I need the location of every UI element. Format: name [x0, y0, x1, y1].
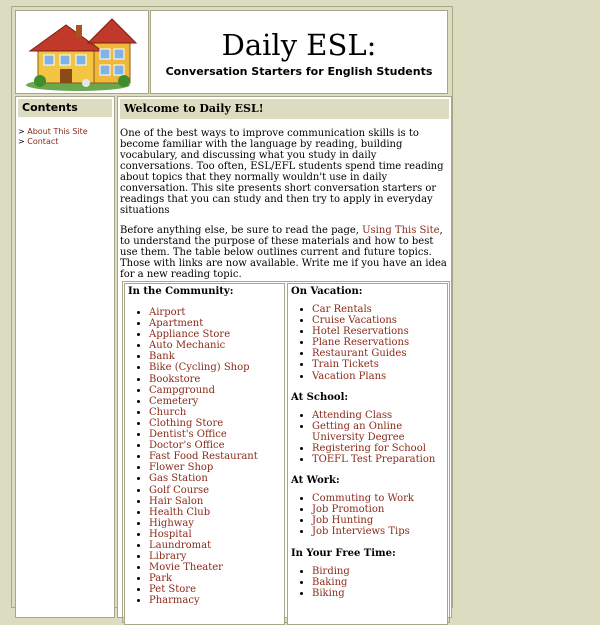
topics-table	[122, 281, 450, 623]
list-item	[149, 385, 284, 396]
sidebar-heading: Contents	[18, 99, 112, 117]
school-topic-list	[288, 410, 447, 465]
list-item	[149, 329, 284, 340]
topic-link[interactable]: Commuting to Work	[312, 493, 414, 505]
list-item	[312, 504, 447, 515]
list-item	[312, 421, 447, 443]
section-title-vacation: On Vacation:	[291, 286, 363, 297]
topic-link[interactable]: Auto Mechanic	[149, 340, 226, 352]
instructions-paragraph	[120, 225, 449, 280]
topics-column-left	[124, 283, 285, 625]
list-item	[312, 304, 447, 315]
topic-link[interactable]: Church	[149, 406, 187, 418]
topic-link[interactable]: TOEFL Test Preparation	[312, 454, 436, 466]
list-item	[149, 529, 284, 540]
list-item	[312, 359, 447, 370]
topic-link[interactable]: Bookstore	[149, 373, 201, 385]
list-item	[312, 588, 447, 599]
topic-link[interactable]: Doctor's Office	[149, 440, 225, 452]
topic-link[interactable]: Car Rentals	[312, 304, 372, 315]
list-item	[149, 351, 284, 362]
topic-link[interactable]: Campground	[149, 384, 215, 396]
topic-link[interactable]: Golf Course	[149, 484, 210, 496]
using-this-site-link[interactable]: Using This Site	[362, 225, 440, 236]
topic-link[interactable]: Health Club	[149, 506, 211, 518]
list-item	[149, 307, 284, 318]
instructions-text: Before anything else, be sure to read the page,	[120, 225, 363, 236]
about-link[interactable]: About This Site	[27, 127, 88, 136]
topic-link[interactable]: Pet Store	[149, 584, 196, 596]
sidebar-nav	[18, 127, 114, 147]
contact-link[interactable]: Contact	[27, 137, 59, 146]
topic-link[interactable]: Restaurant Guides	[312, 348, 407, 360]
topic-link[interactable]: Highway	[149, 517, 194, 529]
list-item	[312, 493, 447, 504]
section-title-work: At Work:	[291, 475, 340, 487]
topic-link[interactable]: Biking	[312, 587, 345, 599]
topic-link[interactable]: Gas Station	[149, 473, 208, 485]
list-item	[149, 551, 284, 562]
list-item	[149, 429, 284, 440]
list-item	[312, 443, 447, 454]
topic-link[interactable]: Airport	[149, 307, 186, 318]
list-item	[312, 515, 447, 526]
topic-link[interactable]: Hotel Reservations	[312, 326, 409, 338]
list-item	[312, 348, 447, 359]
section-title-school: At School:	[291, 391, 349, 403]
list-item	[149, 496, 284, 507]
topic-link[interactable]: Flower Shop	[149, 462, 214, 474]
list-item	[312, 454, 447, 465]
list-item	[312, 315, 447, 326]
topic-link[interactable]: Library	[149, 551, 187, 563]
list-item	[149, 407, 284, 418]
list-item	[312, 371, 447, 382]
topic-link[interactable]: Job Hunting	[312, 515, 374, 527]
topic-link[interactable]: Apartment	[149, 318, 204, 330]
topic-link[interactable]: Baking	[312, 576, 348, 588]
topic-link[interactable]: Dentist's Office	[149, 429, 227, 441]
topic-link[interactable]: Hair Salon	[149, 495, 204, 507]
sidebar-item-prefix: >	[18, 127, 28, 136]
list-item	[149, 440, 284, 451]
topic-link[interactable]: Laundromat	[149, 539, 212, 551]
topic-link[interactable]: Appliance Store	[149, 329, 231, 341]
topic-link[interactable]: Train Tickets	[312, 359, 379, 371]
community-topic-list	[125, 307, 284, 607]
list-item	[149, 595, 284, 606]
list-item	[312, 577, 447, 588]
list-item	[312, 337, 447, 348]
list-item	[149, 507, 284, 518]
list-item	[149, 473, 284, 484]
sidebar-item-contact	[18, 137, 114, 147]
site-title: Daily ESL:	[221, 28, 377, 62]
topic-link[interactable]: Cruise Vacations	[312, 315, 397, 327]
topic-link[interactable]: Plane Reservations	[312, 337, 410, 349]
list-item	[149, 462, 284, 473]
list-item	[149, 540, 284, 551]
topic-link[interactable]: Clothing Store	[149, 417, 224, 429]
site-header	[150, 10, 448, 94]
topic-link[interactable]: Job Interviews Tips	[312, 526, 410, 538]
topic-link[interactable]: Birding	[312, 565, 350, 577]
section-title-community: In the Community:	[128, 286, 234, 297]
list-item	[149, 318, 284, 329]
vacation-topic-list	[288, 304, 447, 382]
house-logo-icon	[16, 11, 148, 93]
list-item	[312, 566, 447, 577]
list-item	[149, 362, 284, 373]
topic-link[interactable]: Vacation Plans	[312, 370, 387, 382]
intro-paragraph: One of the best ways to improve communication skills is to become familiar with the language by reading, building vocabulary, and discussing what you study in daily conversations. Too often, ESL/EFL students spend time reading about topics that they normally wouldn't use in daily conversation. This site presents short conversation starters or readings that you can study and then try to apply in everyday situations	[120, 128, 444, 216]
sidebar-item-about	[18, 127, 114, 137]
work-topic-list	[288, 493, 447, 537]
list-item	[149, 584, 284, 595]
free-time-topic-list	[288, 566, 447, 599]
list-item	[149, 573, 284, 584]
topic-link[interactable]: Park	[149, 573, 173, 585]
list-item	[149, 340, 284, 351]
list-item	[149, 518, 284, 529]
topic-link[interactable]: Registering for School	[312, 442, 426, 454]
list-item	[149, 451, 284, 462]
section-title-free-time: In Your Free Time:	[291, 547, 396, 559]
list-item	[149, 418, 284, 429]
list-item	[312, 526, 447, 537]
site-subtitle: Conversation Starters for English Students	[165, 65, 433, 78]
sidebar	[15, 96, 115, 618]
sidebar-item-prefix: >	[18, 137, 28, 146]
main-content	[117, 96, 452, 618]
topic-link[interactable]: Getting an Online University Degree	[312, 420, 405, 443]
site-logo[interactable]	[15, 10, 149, 94]
topic-link[interactable]: Hospital	[149, 528, 192, 540]
list-item	[149, 374, 284, 385]
instructions-text-rest: , to understand the purpose of these materials and how to best use them. The table below outlines current and future topics. Those with links are now available. Write me if you have an idea for a new reading topic.	[120, 225, 447, 280]
topic-link[interactable]: Pharmacy	[149, 595, 200, 607]
list-item	[312, 326, 447, 337]
list-item	[149, 396, 284, 407]
topics-column-right	[287, 283, 448, 625]
topic-link[interactable]: Cemetery	[149, 395, 199, 407]
topic-link[interactable]: Movie Theater	[149, 562, 223, 574]
topic-link[interactable]: Attending Class	[312, 409, 393, 421]
list-item	[312, 410, 447, 421]
topic-link[interactable]: Job Promotion	[312, 504, 385, 516]
topic-link[interactable]: Fast Food Restaurant	[149, 451, 258, 463]
topic-link[interactable]: Bank	[149, 351, 175, 363]
main-heading: Welcome to Daily ESL!	[120, 99, 449, 119]
topic-link[interactable]: Bike (Cycling) Shop	[149, 362, 250, 374]
list-item	[149, 485, 284, 496]
list-item	[149, 562, 284, 573]
